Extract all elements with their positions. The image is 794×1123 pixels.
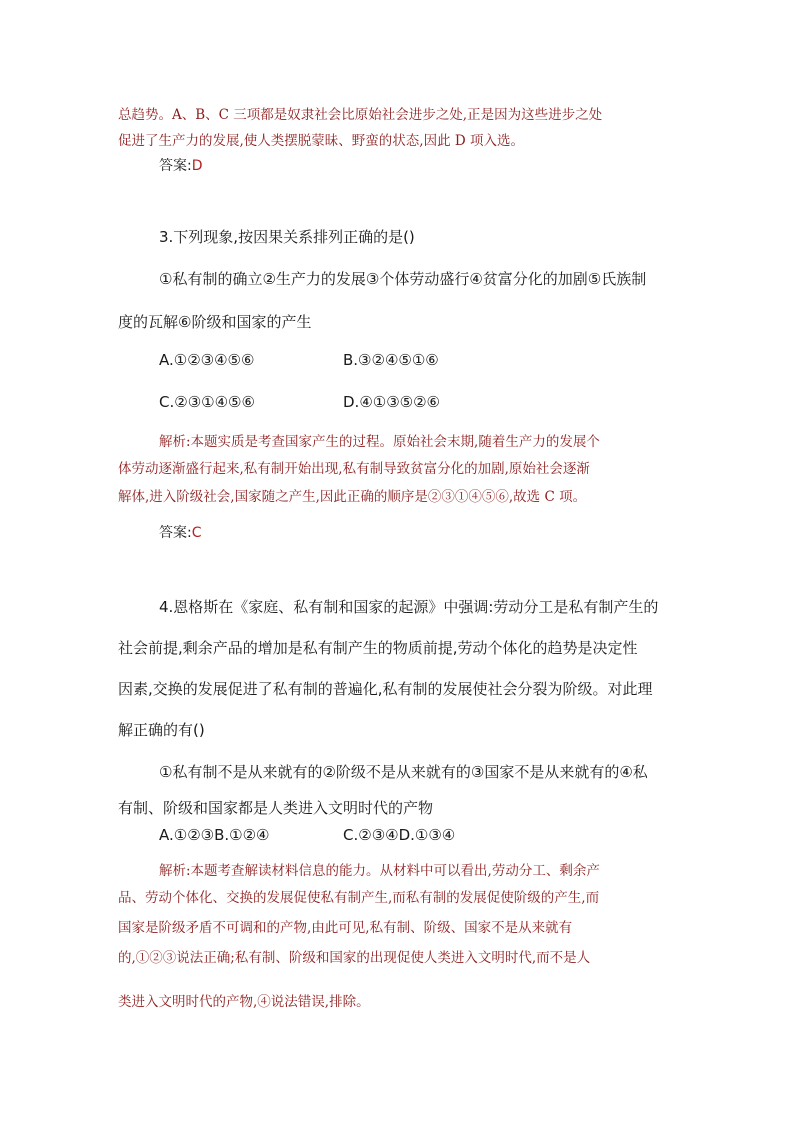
answer-label: 答案: <box>159 525 192 541</box>
q4-options-cd: C.②③④D.①③④ <box>343 826 456 844</box>
q2-analysis-line-2: 促进了生产力的发展,使人类摆脱蒙昧、野蛮的状态,因此 D 项入选。 <box>118 133 524 149</box>
q3-items-line-1: ①私有制的确立②生产力的发展③个体劳动盛行④贫富分化的加剧⑤氏族制 <box>159 270 647 288</box>
q3-option-d: D.④①③⑤②⑥ <box>343 393 441 411</box>
q4-analysis-line-5: 类进入文明时代的产物,④说法错误,排除。 <box>118 994 370 1010</box>
q4-options-ab: A.①②③B.①②④ <box>159 826 270 844</box>
q3-analysis-line-3: 解体,进入阶级社会,国家随之产生,因此正确的顺序是②③①④⑤⑥,故选 C 项。 <box>118 489 587 505</box>
q3-stem: 3.下列现象,按因果关系排列正确的是() <box>159 228 415 246</box>
q4-analysis-line-1: 解析:本题考查解读材料信息的能力。从材料中可以看出,劳动分工、剩余产 <box>159 863 600 879</box>
answer-value: C <box>191 525 202 541</box>
q3-option-b: B.③②④⑤①⑥ <box>343 351 439 369</box>
q4-stem-line-1: 4.恩格斯在《家庭、私有制和国家的起源》中强调:劳动分工是私有制产生的 <box>159 598 659 616</box>
q4-items-line-2: 有制、阶级和国家都是人类进入文明时代的产物 <box>118 799 434 817</box>
q4-analysis-line-4: 的,①②③说法正确;私有制、阶级和国家的出现促使人类进入文明时代,而不是人 <box>118 950 591 966</box>
answer-label: 答案: <box>159 158 192 174</box>
q4-stem-line-2: 社会前提,剩余产品的增加是私有制产生的物质前提,劳动个体化的趋势是决定性 <box>118 639 638 657</box>
q3-analysis-line-2: 体劳动逐渐盛行起来,私有制开始出现,私有制导致贫富分化的加剧,原始社会逐渐 <box>118 461 590 477</box>
q3-answer <box>159 522 202 542</box>
q4-analysis-line-2: 品、劳动个体化、交换的发展促使私有制产生,而私有制的发展促使阶级的产生,而 <box>118 890 600 906</box>
q4-analysis-line-3: 国家是阶级矛盾不可调和的产物,由此可见,私有制、阶级、国家不是从来就有 <box>118 920 573 936</box>
q4-stem-line-3: 因素,交换的发展促进了私有制的普遍化,私有制的发展使社会分裂为阶级。对此理 <box>118 680 653 698</box>
q3-items-line-2: 度的瓦解⑥阶级和国家的产生 <box>118 313 312 331</box>
q3-analysis-line-1: 解析:本题实质是考查国家产生的过程。原始社会末期,随着生产力的发展个 <box>159 434 600 450</box>
q2-answer <box>159 155 203 175</box>
answer-value: D <box>191 158 203 174</box>
q4-items-line-1: ①私有制不是从来就有的②阶级不是从来就有的③国家不是从来就有的④私 <box>159 763 648 781</box>
q3-option-c: C.②③①④⑤⑥ <box>159 393 255 411</box>
q2-analysis-line-1: 总趋势。A、B、C 三项都是奴隶社会比原始社会进步之处,正是因为这些进步之处 <box>118 107 603 123</box>
q3-option-a: A.①②③④⑤⑥ <box>159 351 255 369</box>
q4-stem-line-4: 解正确的有() <box>118 721 205 739</box>
